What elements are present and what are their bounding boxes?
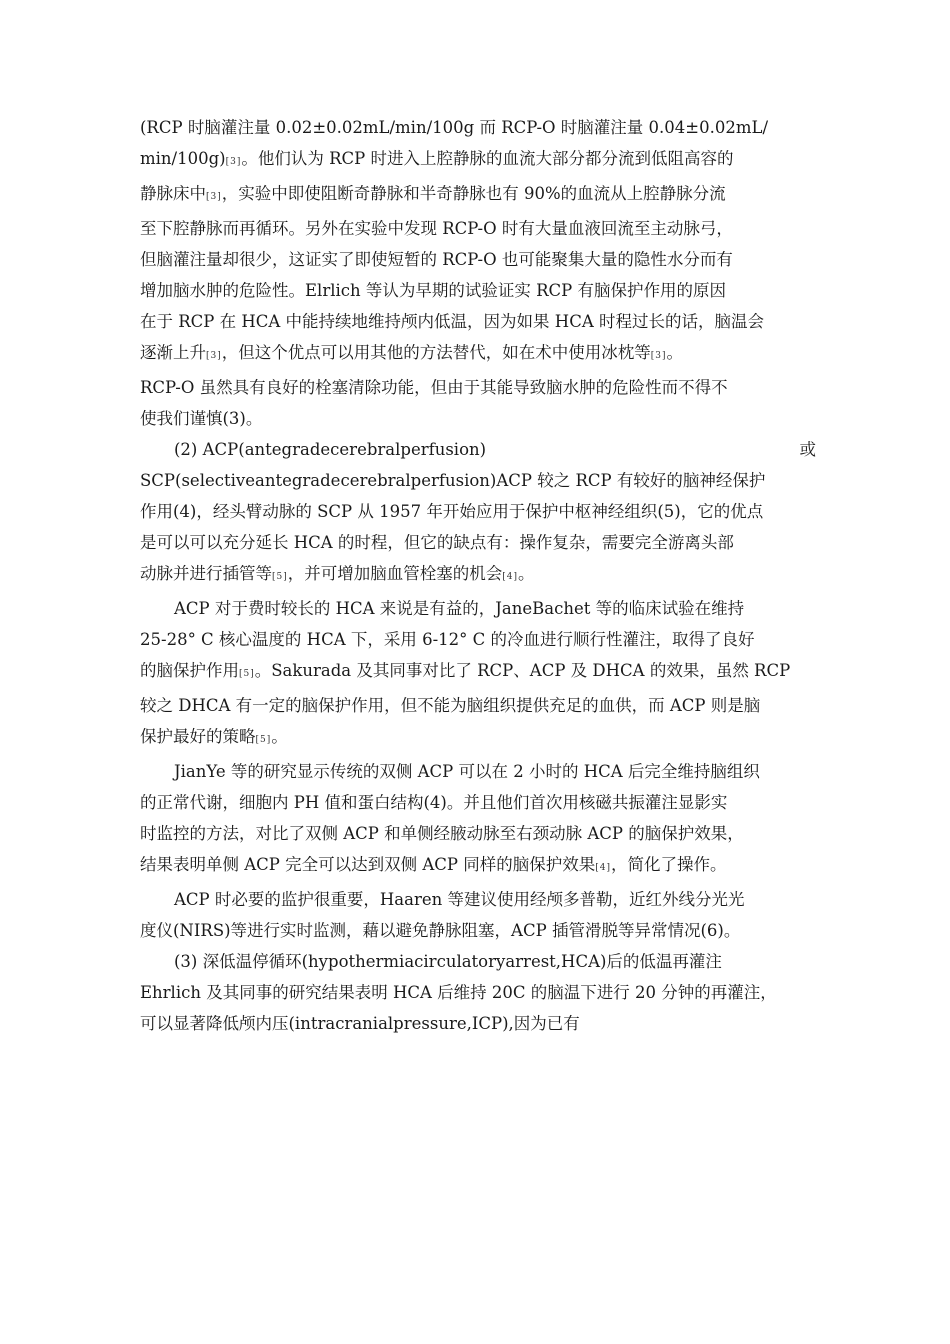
citation-ref: [3] [206,351,222,361]
heading-or: 或 [799,440,816,459]
text-line: SCP(selectiveantegradecerebralperfusion)ACP 较之 RCP 有较好的脑神经保护 [140,471,766,490]
paragraph-rcp-o [140,112,816,434]
citation-ref: [3] [225,157,242,167]
citation-ref: [5] [239,669,255,679]
text-line [140,946,816,977]
text-line: 至下腔静脉而再循环。另外在实验中发现 RCP-O 时有大量血液回流至主动脉弓， [140,219,733,238]
text-line: 保护最好的策略[5]。 [140,727,288,746]
citation-ref: [3] [206,192,222,202]
paragraph-hca-reperfusion [140,946,816,1039]
text-line: 可以显著降低颅内压(intracranialpressure,ICP),因为已有 [140,1014,580,1033]
text-line: ACP 时必要的监护很重要，Haaren 等建议使用经颅多普勒，近红外线分光光 [174,890,745,909]
paragraph-acp-benefit [140,593,816,756]
citation-ref: [4] [502,572,518,582]
text-line: 静脉床中[3]，实验中即使阻断奇静脉和半奇静脉也有 90%的血流从上腔静脉分流 [140,184,726,203]
section-heading-hca: (3) 深低温停循环(hypothermiacirculatoryarrest,HCA)后的低温再灌注 [174,952,722,971]
text-line: 的正常代谢，细胞内 PH 值和蛋白结构(4)。并且他们首次用核磁共振灌注显影实 [140,793,728,812]
text-line: 动脉并进行插管等[5]，并可增加脑血管栓塞的机会[4]。 [140,564,535,583]
citation-ref: [5] [255,735,272,745]
text-line: 但脑灌注量却很少，这证实了即使短暂的 RCP-O 也可能聚集大量的隐性水分而有 [140,250,733,269]
text-line: ACP 对于费时较长的 HCA 来说是有益的，JaneBachet 等的临床试验在维持 [174,599,745,618]
citation-ref: [4] [595,863,612,873]
citation-ref: [5] [272,572,288,582]
text-line: 增加脑水肿的危险性。Elrlich 等认为早期的试验证实 RCP 有脑保护作用的原因 [140,281,727,300]
text-line: RCP-O 虽然具有良好的栓塞清除功能，但由于其能导致脑水肿的危险性而不得不 [140,378,728,397]
citation-ref: [3] [650,351,667,361]
document-page [140,112,816,1039]
paragraph-jianye [140,756,816,884]
text-line: 在于 RCP 在 HCA 中能持续地维持颅内低温，因为如果 HCA 时程过长的话，脑温会 [140,312,764,331]
text-line: 时监控的方法，对比了双侧 ACP 和单侧经腋动脉至右颈动脉 ACP 的脑保护效果， [140,824,744,843]
text-line: 作用(4)，经头臂动脉的 SCP 从 1957 年开始应用于保护中枢神经组织(5)，它的优点 [140,502,764,521]
text-line: Ehrlich 及其同事的研究结果表明 HCA 后维持 20C 的脑温下进行 20 分钟的再灌注， [140,983,777,1002]
text-line: JianYe 等的研究显示传统的双侧 ACP 可以在 2 小时的 HCA 后完全维持脑组织 [174,762,760,781]
text-line: 的脑保护作用[5]。Sakurada 及其同事对比了 RCP、ACP 及 DHCA 的效果，虽然 RCP [140,661,791,680]
text-line: 较之 DHCA 有一定的脑保护作用，但不能为脑组织提供充足的血供，而 ACP 则是脑 [140,696,761,715]
text-line: 25-28° C 核心温度的 HCA 下，采用 6-12° C 的冷血进行顺行性灌注，取得了良好 [140,630,755,649]
text-line: 度仪(NIRS)等进行实时监测，藉以避免静脉阻塞，ACP 插管滑脱等异常情况(6)。 [140,921,741,940]
text-line [140,434,816,465]
text-line: 是可以可以充分延长 HCA 的时程，但它的缺点有：操作复杂，需要完全游离头部 [140,533,734,552]
paragraph-acp [140,434,816,593]
text-line: (RCP 时脑灌注量 0.02±0.02mL/min/100g 而 RCP-O 时脑灌注量 0.04±0.02mL/ [140,118,768,137]
text-line: 使我们谨慎(3)。 [140,409,263,428]
section-heading-acp: (2) ACP(antegradecerebralperfusion) [174,440,487,459]
text-line: 逐渐上升[3]，但这个优点可以用其他的方法替代，如在术中使用冰枕等[3]。 [140,343,683,362]
text-line: min/100g)[3]。他们认为 RCP 时进入上腔静脉的血流大部分都分流到低阻高容的 [140,149,734,168]
text-line: 结果表明单侧 ACP 完全可以达到双侧 ACP 同样的脑保护效果[4]，简化了操作。 [140,855,727,874]
paragraph-monitoring [140,884,816,946]
